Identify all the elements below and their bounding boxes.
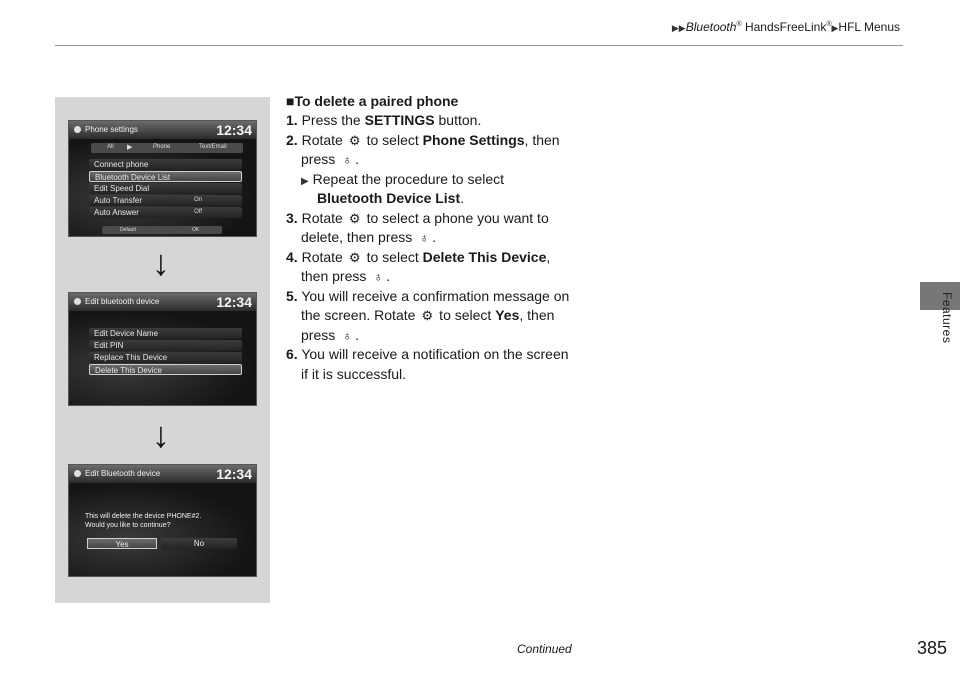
step-text: to select [362,249,423,265]
step-text: Repeat the procedure to select [312,171,505,187]
step-text: to select [362,132,423,148]
arrow-down-icon: ↓ [152,242,170,283]
section-marker-icon: ■ [286,93,295,109]
page-number: 385 [917,638,948,658]
registered-mark: ® [736,21,742,28]
step-2-line2 [301,150,359,170]
screen-title: Phone settings [69,121,256,139]
step-text: to select a phone you want to [362,210,549,226]
menu-item-replace-device[interactable]: Replace This Device [89,352,242,363]
step-text: . [460,190,465,206]
step-text: , [546,249,551,265]
screen-clock: 12:34 [216,466,252,482]
step-text: press [301,327,340,343]
step-4 [286,248,550,268]
step-text: Rotate [301,249,347,265]
tab-text-email[interactable]: Text/Email [199,144,227,150]
status-dot-icon [74,470,81,477]
step-text: You will receive a confirmation message on [301,288,570,304]
step-text: to select [435,307,496,323]
sub-step-arrow-icon: ▶ [301,176,309,187]
press-knob-icon: ♁ [342,328,352,343]
step-5-line2 [301,306,554,326]
step-2-sub-line2 [317,189,464,209]
settings-button-label: SETTINGS [364,112,435,128]
confirm-screen [68,464,257,577]
menu-item-edit-speed-dial[interactable]: Edit Speed Dial [89,183,242,194]
step-text: press [301,151,340,167]
step-6 [286,345,569,365]
menu-item-edit-device-name[interactable]: Edit Device Name [89,328,242,339]
menu-item-bluetooth-device-list[interactable]: Bluetooth Device List [89,171,242,182]
step-text: if it is successful. [301,366,407,382]
press-knob-icon: ♁ [342,152,352,167]
tab-all[interactable]: All [107,144,114,150]
yes-label: Yes [495,307,520,323]
delete-device-label: Delete This Device [422,249,547,265]
breadcrumb-arrow-icon: ▶▶ [671,23,686,33]
bottom-bar [102,226,222,234]
menu-item-auto-answer[interactable] [89,207,242,218]
step-text: . [432,229,437,245]
phone-settings-screen [68,120,257,237]
step-text: button. [434,112,482,128]
step-number: 1. [286,112,298,128]
press-knob-icon: ♁ [419,230,430,245]
step-text: You will receive a notification on the screen [301,346,569,362]
menu-item-connect-phone[interactable]: Connect phone [89,159,242,170]
auto-answer-value: Off [194,209,202,215]
status-dot-icon [74,126,81,133]
press-knob-icon: ♁ [373,269,384,284]
step-number: 6. [286,346,298,362]
confirm-message-line2: Would you like to continue? [85,522,171,529]
auto-transfer-value: On [193,197,202,203]
no-button[interactable]: No [161,538,237,549]
step-4-line2 [301,267,390,287]
step-text: Rotate [301,132,347,148]
status-dot-icon [74,298,81,305]
screen-title: Edit bluetooth device [69,293,256,311]
step-5 [286,287,569,307]
default-button[interactable]: Default [120,227,136,233]
screen-clock: 12:34 [216,122,252,138]
step-text: , then [519,307,555,323]
screen-title: Edit Bluetooth device [69,465,256,483]
menu-item-auto-transfer[interactable] [89,195,242,206]
step-text: the screen. Rotate [301,307,420,323]
step-number: 4. [286,249,298,265]
header-rule [55,45,903,46]
step-text: , then [524,132,560,148]
confirm-message-line1: This will delete the device PHONE#2. [85,513,202,520]
step-2 [286,131,560,151]
section-title-text: To delete a paired phone [294,93,459,109]
step-text: . [355,151,360,167]
step-text: . [386,268,391,284]
menu-item-label: Auto Transfer [94,196,143,205]
step-3 [286,209,549,229]
step-text: Press the [301,112,365,128]
step-1 [286,111,481,131]
step-3-line2 [301,228,436,248]
ok-button[interactable]: OK [192,227,200,233]
step-number: 5. [286,288,298,304]
breadcrumb [672,20,900,34]
step-text: delete, then press [301,229,417,245]
phone-settings-label: Phone Settings [422,132,525,148]
edit-device-screen [68,292,257,406]
rotate-knob-icon: ⚙ [421,308,434,323]
continued-label: Continued [517,642,572,656]
bluetooth-device-list-label: Bluetooth Device List [317,190,461,206]
arrow-down-icon: ↓ [152,414,170,455]
menu-item-delete-device[interactable]: Delete This Device [89,364,242,375]
tab-bar [91,143,243,153]
breadcrumb-bluetooth: Bluetooth [685,20,737,34]
menu-item-label: Auto Answer [94,208,139,217]
tab-arrow-icon: ▶ [127,144,133,151]
breadcrumb-handsfreelink: HandsFreeLink [741,20,827,34]
step-text: Rotate [301,210,347,226]
section-title [286,92,458,112]
screen-clock: 12:34 [216,294,252,310]
rotate-knob-icon: ⚙ [348,250,361,265]
step-6-line2 [301,365,406,385]
breadcrumb-arrow-icon: ▶ [831,23,839,33]
section-tab-label: Features [940,292,954,344]
yes-button[interactable]: Yes [87,538,157,549]
registered-mark: ® [826,21,832,28]
step-number: 2. [286,132,298,148]
step-5-line3 [301,326,359,346]
tab-phone[interactable]: Phone [153,144,171,150]
breadcrumb-hfl-menus: HFL Menus [838,20,900,34]
step-text: then press [301,268,371,284]
rotate-knob-icon: ⚙ [348,211,361,226]
menu-item-edit-pin[interactable]: Edit PIN [89,340,242,351]
illustration-panel [55,97,270,603]
step-text: . [355,327,360,343]
step-number: 3. [286,210,298,226]
rotate-knob-icon: ⚙ [348,133,361,148]
